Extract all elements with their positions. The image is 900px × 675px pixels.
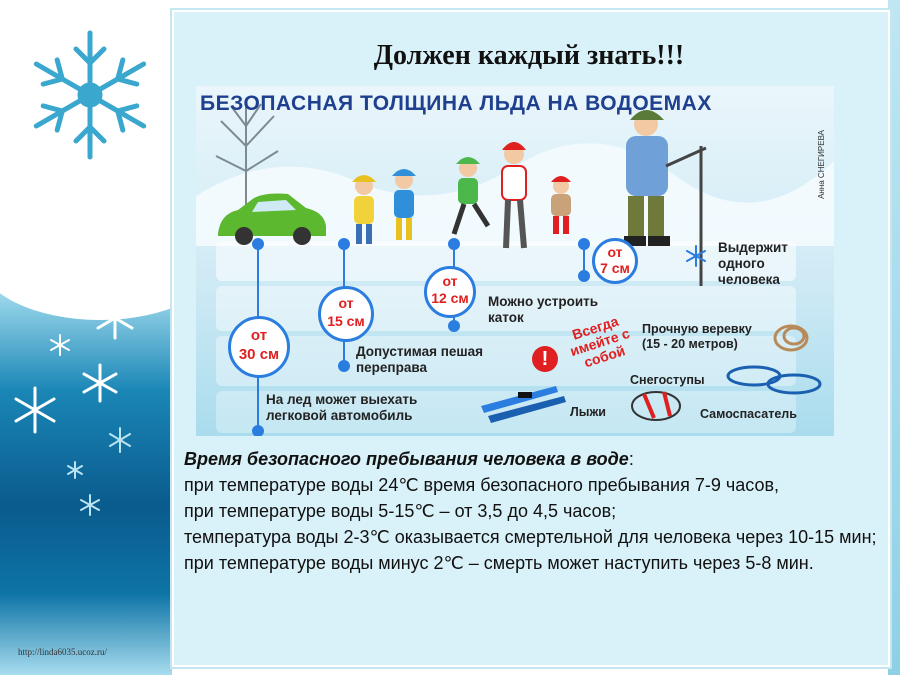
snowflake-icon — [68, 462, 82, 478]
badge-value: 12 см — [431, 290, 469, 306]
level-label-12cm: Можно устроить каток — [488, 294, 599, 325]
level-label-7cm: Выдержит одного человека — [718, 240, 788, 287]
left-decor-panel — [0, 0, 172, 675]
warning-icon: ! — [532, 346, 558, 372]
snowflakes-decor — [0, 0, 172, 675]
thickness-badge-12cm — [424, 266, 476, 318]
snowflake-icon — [98, 298, 132, 338]
safe-time-line: при температуре воды 24℃ время безопасного пребывания 7-9 часов, — [184, 475, 780, 495]
safe-time-text — [184, 446, 880, 576]
snowflake-icon — [127, 253, 143, 271]
item-skis-label: Лыжи — [570, 405, 606, 419]
level-label-30cm: На лед может выехать легковой автомобиль — [266, 392, 418, 423]
safe-time-line: температура воды 2-3℃ оказывается смертельной для человека через 10-15 мин; — [184, 527, 877, 547]
badge-prefix: от — [338, 295, 354, 311]
item-rope-label: Прочную веревку (15 - 20 метров) — [642, 322, 752, 351]
safe-time-line: при температуре воды минус 2℃ – смерть может наступить через 5-8 мин. — [184, 553, 814, 573]
snowflake-icon — [51, 335, 69, 355]
safe-time-line: при температуре воды 5-15℃ – от 3,5 до 4,5 часов; — [184, 501, 617, 521]
thickness-badge-30cm — [228, 316, 290, 378]
snowflake-icon — [16, 388, 54, 432]
snowflake-icon — [110, 428, 130, 452]
item-snowshoes-label: Снегоступы — [630, 373, 705, 387]
source-url: http://linda6035.ucoz.ru/ — [18, 647, 107, 657]
level-label-15cm: Допустимая пешая переправа — [356, 344, 484, 375]
page-title: Должен каждый знать!!! — [373, 40, 685, 71]
badge-prefix: от — [607, 244, 623, 260]
badge-prefix: от — [442, 273, 458, 289]
big-snowflake-icon — [29, 33, 150, 157]
heading-text: Время безопасного пребывания человека в воде — [184, 449, 629, 469]
infographic-title: БЕЗОПАСНАЯ ТОЛЩИНА ЛЬДА НА ВОДОЕМАХ — [200, 92, 712, 115]
item-rescuer-label: Самоспасатель — [700, 407, 797, 421]
thickness-badge-15cm — [318, 286, 374, 342]
always-have-note: Всегда имейте с собой — [568, 312, 632, 371]
safe-time-heading — [184, 446, 880, 472]
heading-colon: : — [628, 449, 634, 469]
snowflake-icon — [81, 495, 99, 515]
snowflake-icon — [24, 236, 66, 284]
badge-value: 7 см — [600, 260, 630, 276]
author-credit: Анна СНЕГИРЕВА — [817, 130, 826, 199]
badge-value: 30 см — [238, 346, 280, 363]
badge-prefix: от — [250, 327, 268, 344]
snowflake-icon — [84, 365, 116, 401]
badge-value: 15 см — [327, 313, 365, 329]
thickness-badge-7cm — [592, 238, 638, 284]
